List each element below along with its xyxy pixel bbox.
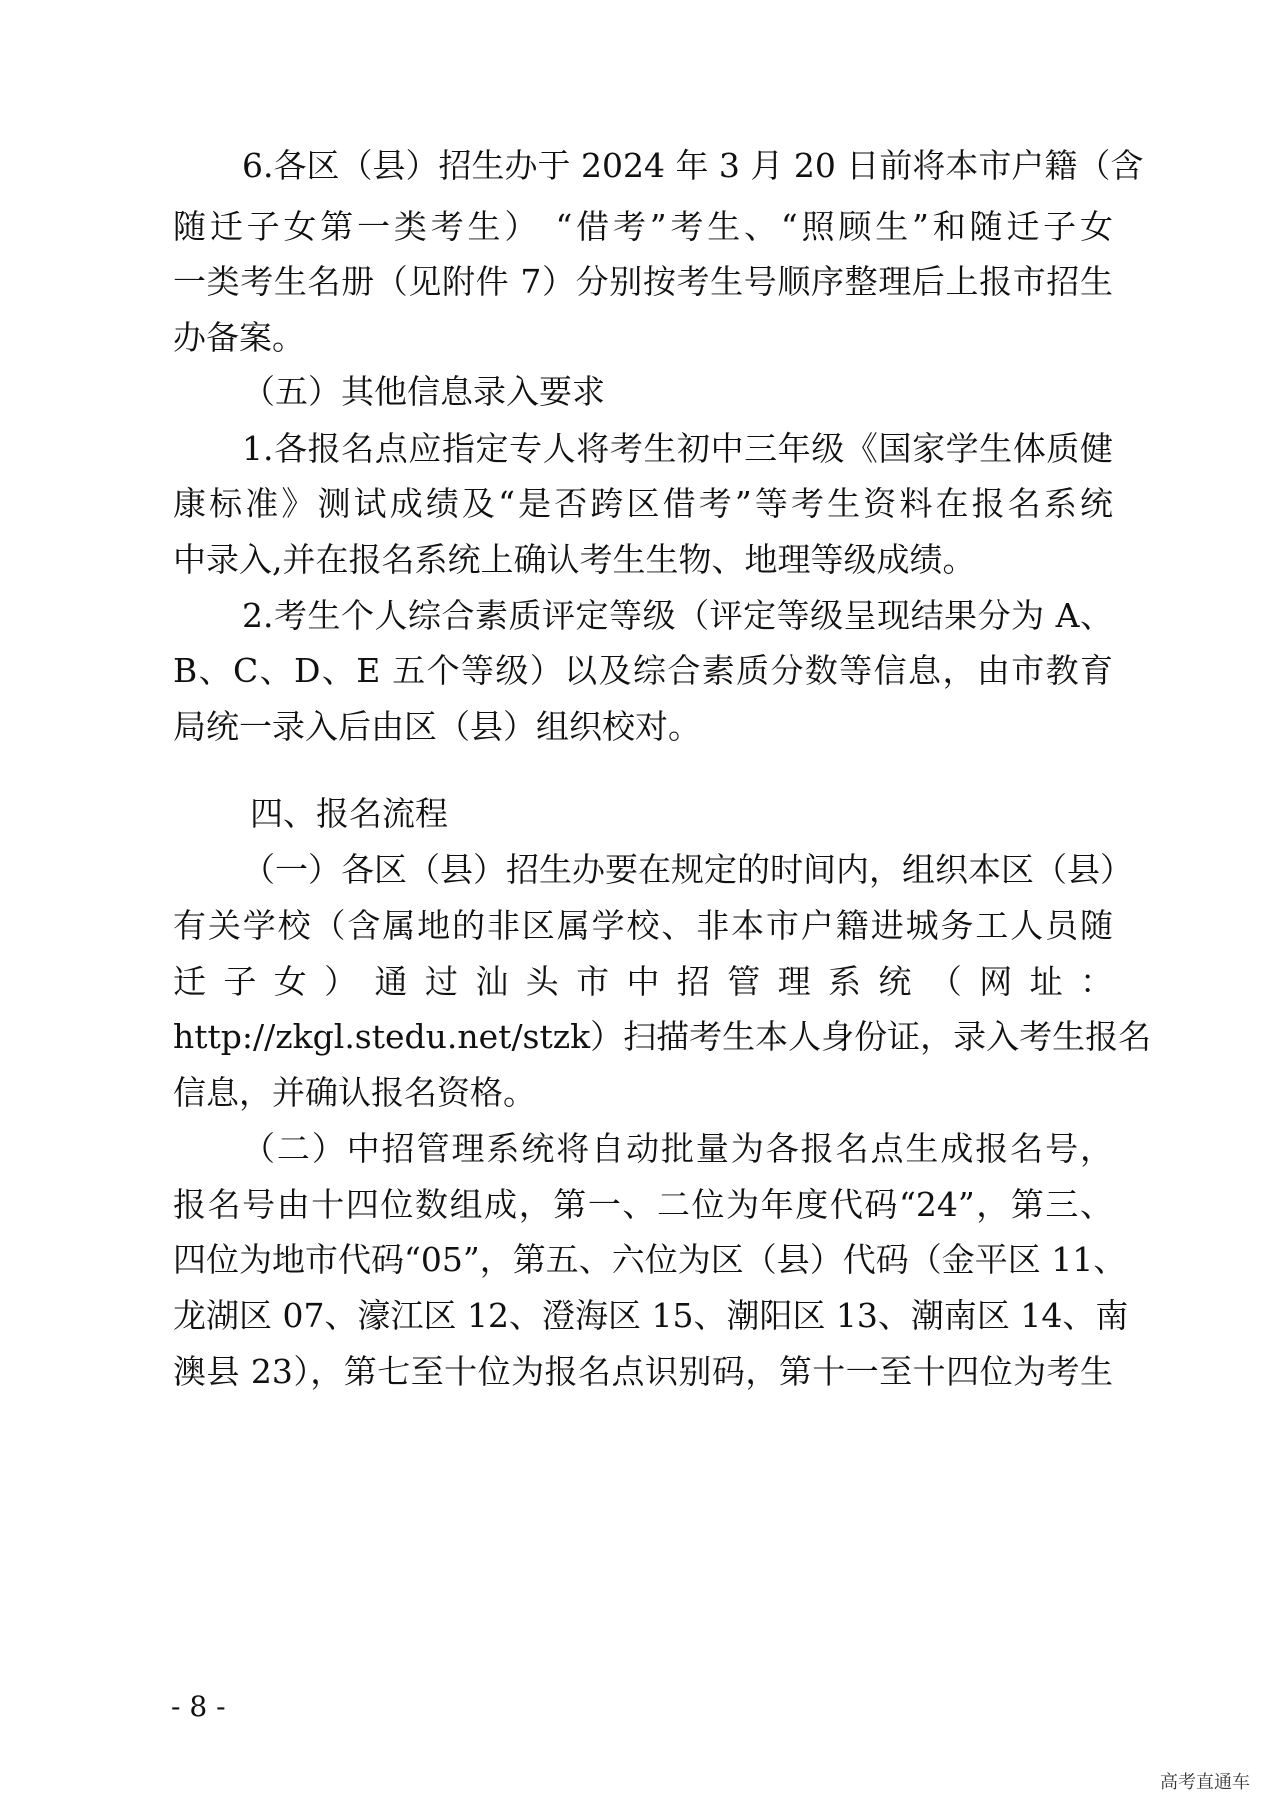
paragraph-4-2-line-5: 澳县 23），第七至十位为报名点识别码，第十一至十四位为考生 (173, 1352, 1113, 1391)
paragraph-6-line-4: 办备案。 (173, 318, 305, 357)
section-4-title: 四、报名流程 (250, 794, 448, 833)
paragraph-5-2-line-1: 2.考生个人综合素质评定等级（评定等级呈现结果分为 A、 (242, 596, 1113, 635)
paragraph-6-line-3: 一类考生名册（见附件 7）分别按考生号顺序整理后上报市招生 (173, 262, 1113, 301)
paragraph-5-2-line-3: 局统一录入后由区（县）组织校对。 (173, 707, 701, 746)
paragraph-5-1-line-3: 中录入,并在报名系统上确认考生生物、地理等级成绩。 (173, 540, 976, 579)
watermark: 高考直通车 (1160, 1772, 1250, 1793)
paragraph-5-1-line-2: 康标准》测试成绩及“是否跨区借考”等考生资料在报名系统 (173, 484, 1113, 523)
paragraph-4-1-line-4: http://zkgl.stedu.net/stzk）扫描考生本人身份证，录入考生报名 (173, 1017, 1152, 1056)
section-5-title: （五）其他信息录入要求 (242, 372, 605, 411)
paragraph-4-2-line-4: 龙湖区 07、濠江区 12、澄海区 15、潮阳区 13、潮南区 14、南 (173, 1296, 1129, 1335)
paragraph-5-2-line-2: B、C、D、E 五个等级）以及综合素质分数等信息，由市教育 (173, 651, 1113, 690)
paragraph-6-line-1: 6.各区（县）招生办于 2024 年 3 月 20 日前将本市户籍（含 (242, 146, 1144, 185)
paragraph-4-2-line-2: 报名号由十四位数组成，第一、二位为年度代码“24”，第三、 (173, 1185, 1113, 1224)
page-number: - 8 - (171, 1690, 226, 1723)
paragraph-4-2-line-1: （二）中招管理系统将自动批量为各报名点生成报名号， (242, 1129, 1113, 1168)
paragraph-4-2-line-3: 四位为地市代码“05”，第五、六位为区（县）代码（金平区 11、 (173, 1240, 1127, 1279)
paragraph-6-line-2: 随迁子女第一类考生） “借考”考生、“照顾生”和随迁子女 (173, 207, 1113, 246)
paragraph-5-1-line-1: 1.各报名点应指定专人将考生初中三年级《国家学生体质健 (242, 429, 1113, 468)
paragraph-4-1-line-3: 迁 子 女 ） 通 过 汕 头 市 中 招 管 理 系 统 （ 网 址 ： (173, 962, 1113, 1001)
paragraph-4-1-line-1: （一）各区（县）招生办要在规定的时间内，组织本区（县） (242, 850, 1133, 889)
paragraph-4-1-line-2: 有关学校（含属地的非区属学校、非本市户籍进城务工人员随 (173, 906, 1113, 945)
paragraph-4-1-line-5: 信息，并确认报名资格。 (173, 1073, 536, 1112)
